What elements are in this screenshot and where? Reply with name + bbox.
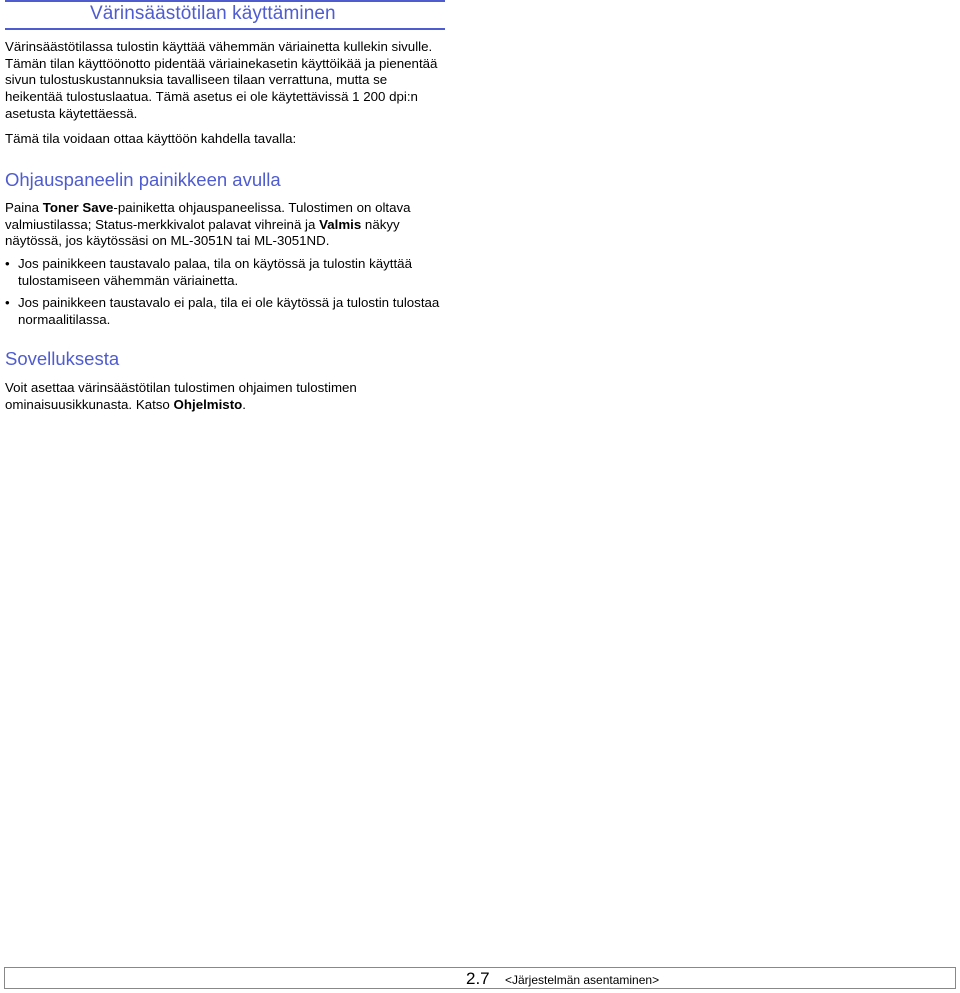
list-item [5, 256, 445, 289]
text-run: -painiketta ohjauspaneelissa. Tulostimen on oltava valmiustilassa; Status-merkkivalot palavat vihreinä ja [5, 200, 411, 232]
list-item-text: Jos painikkeen taustavalo ei pala, tila ei ole käytössä ja tulostin tulostaa normaalitilassa. [18, 295, 440, 327]
page-title: Värinsäästötilan käyttäminen [90, 3, 336, 24]
title-bottom-rule [5, 28, 445, 30]
text-run: Voit asettaa värinsäästötilan tulostimen ohjaimen tulostimen ominaisuusikkunasta. Katso [5, 380, 357, 412]
software-reference: Ohjelmisto [173, 396, 243, 412]
list-item [5, 295, 445, 328]
control-panel-paragraph [5, 200, 445, 250]
application-paragraph [5, 380, 445, 413]
text-run: näkyy näytössä, jos käytössäsi on ML-3051N tai ML-3051ND. [5, 216, 400, 249]
toner-save-button-label: Toner Save [42, 200, 114, 215]
section-heading-application: Sovelluksesta [5, 348, 120, 369]
text-run: . [242, 396, 246, 412]
section-heading-control-panel: Ohjauspaneelin painikkeen avulla [5, 169, 281, 190]
list-item-text: Jos painikkeen taustavalo palaa, tila on käytössä ja tulostin käyttää tulostamiseen vähemmän väriainetta. [18, 256, 412, 288]
intro-paragraph: Värinsäästötilassa tulostin käyttää vähemmän väriainetta kullekin sivulle. Tämän tilan käyttöönotto pidentää väriainekasetin käyttöikää ja pienentää sivun tulostuskustannuksia tavalliseen tilaan verrattuna, mutta se heikentää tulostuslaatua. Tämä asetus ei ole käytettävissä 1 200 dpi:n asetusta käytettäessä. [5, 39, 438, 121]
bullet-icon: • [5, 295, 10, 310]
text-run: Paina [5, 200, 43, 215]
intro-ways-paragraph: Tämä tila voidaan ottaa käyttöön kahdella tavalla: [5, 131, 297, 146]
footer-page-number: 2.7 [466, 969, 490, 988]
footer-chapter-label: <Järjestelmän asentaminen> [505, 973, 660, 987]
bullet-icon: • [5, 256, 10, 271]
title-top-rule [5, 0, 445, 2]
ready-status-label: Valmis [319, 216, 362, 232]
